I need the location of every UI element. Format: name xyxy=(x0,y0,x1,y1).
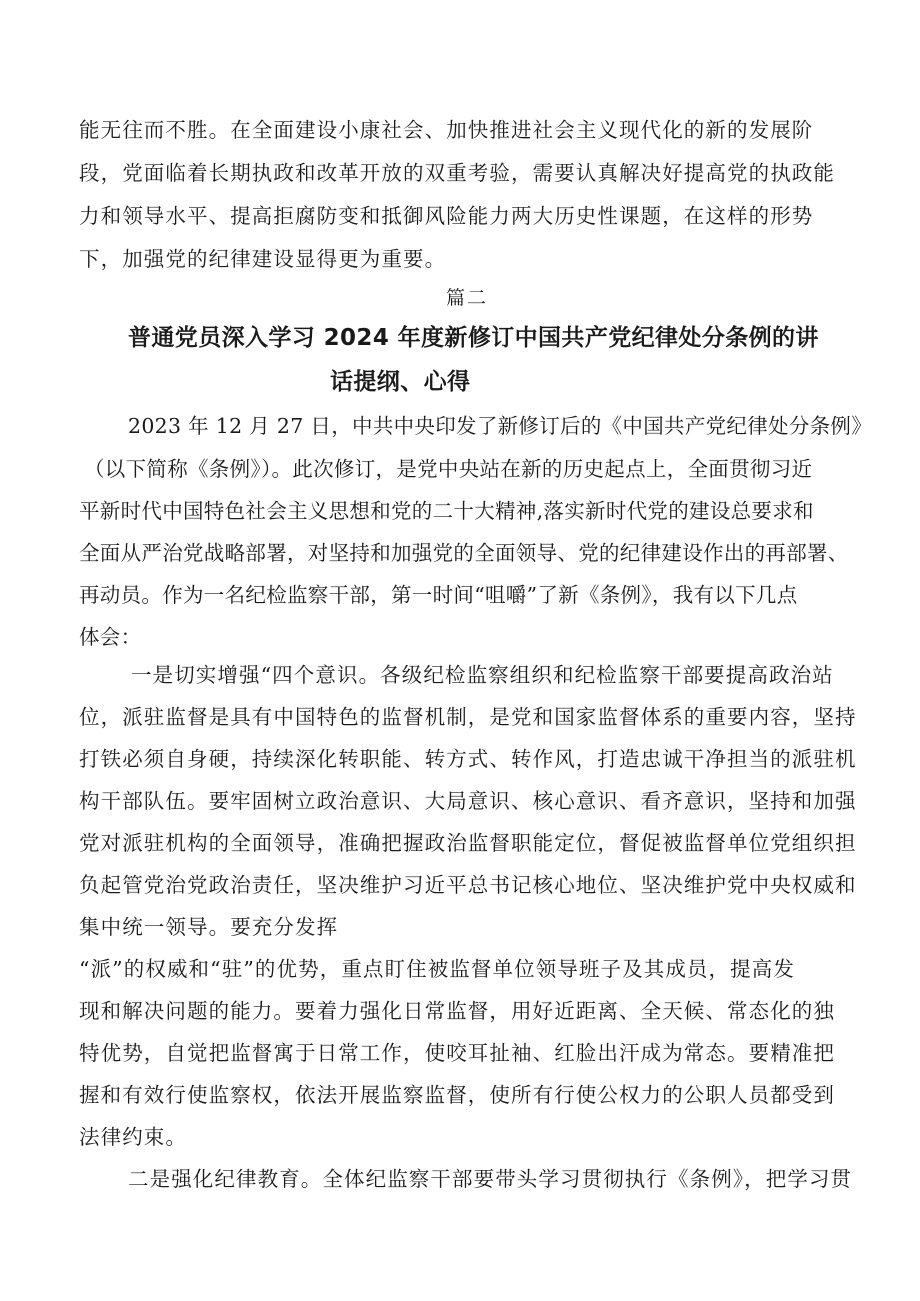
paragraph-line: 打铁必须自身硬，持续深化转职能、转方式、转作风，打造忠诚干净担当的派驻机 xyxy=(79,747,857,771)
paragraph-line: 一是切实增强“四个意识。各级纪检监察组织和纪检监察干部要提高政治站 xyxy=(131,663,834,687)
paragraph-line: “派”的权威和“驻”的优势，重点盯住被监督单位领导班子及其成员，提高发 xyxy=(79,957,795,981)
intro-line: 下，加强党的纪律建设显得更为重要。 xyxy=(79,247,447,271)
paragraph-line: 特优势，自觉把监督寓于日常工作，使咬耳扯袖、红脸出汗成为常态。要精准把 xyxy=(79,1041,835,1065)
paragraph-line: 体会： xyxy=(79,625,142,649)
paragraph-line: 党对派驻机构的全面领导，准确把握政治监督职能定位，督促被监督单位党组织担 xyxy=(79,831,857,855)
paragraph-line: 全面从严治党战略部署，对坚持和加强党的全面领导、党的纪律建设作出的再部署、 xyxy=(79,541,849,565)
paragraph-line: 平新时代中国特色社会主义思想和党的二十大精神,落实新时代党的建设总要求和 xyxy=(79,499,814,523)
paragraph-line: 法律约束。 xyxy=(79,1125,187,1149)
section-label: 篇二 xyxy=(446,287,489,309)
paragraph-line: （以下简称《条例》）。此次修订，是党中央站在新的历史起点上，全面贯彻习近 xyxy=(84,457,813,481)
section-title: 话提纲、心得 xyxy=(330,369,471,395)
paragraph-line: 二是强化纪律教育。全体纪监察干部要带头学习贯彻执行《条例》，把学习贯 xyxy=(128,1167,853,1191)
paragraph-line: 再动员。作为一名纪检监察干部，第一时间“咀嚼”了新《条例》，我有以下几点 xyxy=(79,583,798,607)
paragraph-line: 2023 年 12 月 27 日，中共中央印发了新修订后的《中国共产党纪律处分条例》 xyxy=(128,414,873,438)
paragraph-line: 集中统一领导。要充分发挥 xyxy=(79,915,339,939)
section-title: 普通党员深入学习 2024 年度新修订中国共产党纪律处分条例的讲 xyxy=(128,325,819,351)
paragraph-line: 握和有效行使监察权，依法开展监察监督，使所有行使公权力的公职人员都受到 xyxy=(79,1083,835,1107)
intro-line: 力和领导水平、提高拒腐防变和抵御风险能力两大历史性课题，在这样的形势 xyxy=(79,204,814,228)
paragraph-line: 构干部队伍。要牢固树立政治意识、大局意识、核心意识、看齐意识，坚持和加强 xyxy=(79,789,857,813)
paragraph-line: 位，派驻监督是具有中国特色的监督机制，是党和国家监督体系的重要内容，坚持 xyxy=(79,705,857,729)
intro-line: 段，党面临着长期执政和改革开放的双重考验，需要认真解决好提高党的执政能 xyxy=(79,161,835,185)
intro-line: 能无往而不胜。在全面建设小康社会、加快推进社会主义现代化的新的发展阶 xyxy=(79,118,814,142)
paragraph-line: 负起管党治党政治责任，坚决维护习近平总书记核心地位、坚决维护党中央权威和 xyxy=(79,873,857,897)
paragraph-line: 现和解决问题的能力。要着力强化日常监督，用好近距离、全天候、常态化的独 xyxy=(79,999,835,1023)
